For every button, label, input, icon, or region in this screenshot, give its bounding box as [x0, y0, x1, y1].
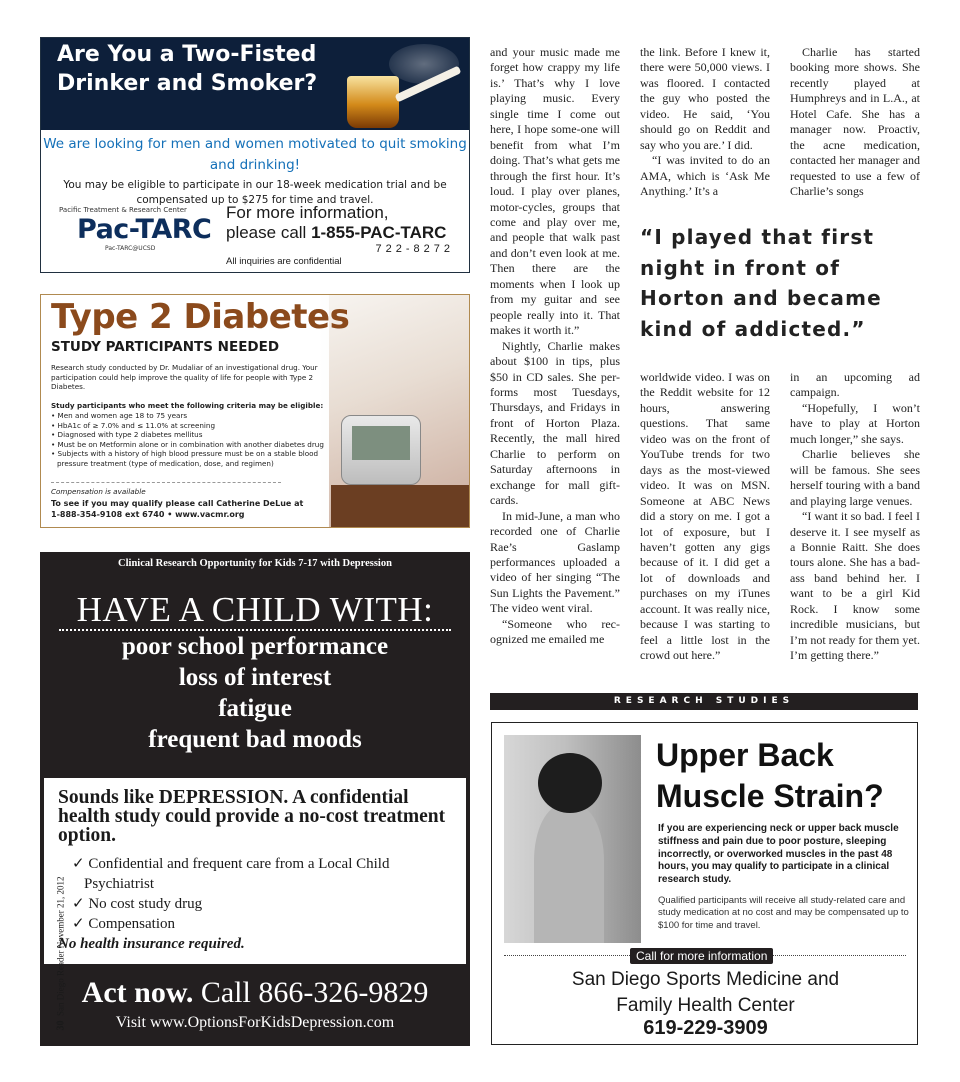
check-icon: ✓	[72, 916, 85, 932]
article-column-3-bottom	[790, 370, 920, 664]
ad-tagline: We are looking for men and women motivated to quit smoking and drinking!	[43, 136, 467, 173]
table-photo	[331, 485, 470, 528]
article-paragraph: In mid-June, a man who recorded one of Charlie Rae’s Gaslamp performances uploaded a video of her singing “The Sun Lights the Pavement.” The video went viral.	[490, 508, 620, 616]
page-number: 30	[55, 1020, 67, 1031]
ad-headline: Upper Back Muscle Strain?	[656, 737, 884, 814]
ad-headline: HAVE A CHILD WITH:	[76, 590, 434, 629]
info-confidential: All inquiries are confidential	[226, 256, 342, 267]
logo-sub-text: Pac-TARC@UCSD	[105, 245, 156, 252]
info-phone: 1-855-PAC-TARC	[311, 223, 447, 242]
article-paragraph: “Someone who rec-ognized me emailed me	[490, 616, 620, 647]
list-item: • Must be on Metformin alone or in combination with another diabetes drug	[51, 439, 324, 449]
list-item: • Diagnosed with type 2 diabetes mellitus	[51, 430, 203, 440]
compensation-text: Compensation is available	[51, 487, 146, 496]
ad-drinker-smoker	[40, 37, 470, 273]
website-link[interactable]: Visit www.OptionsForKidsDepression.com	[115, 1014, 395, 1031]
article-paragraph: and your music made me forget how crappy my life is.’ That’s why I love playing music. Every single time I come out here, I hope some-one will benefit from what I’m doing. That’s what gets me through the first hour. It’s loud. I play over planes, motor-cycles, groups that come and play over me, and people that walk past and don’t even look at me. Then there are the moments when I look up from my guitar and see people really into it. That makes it worth it.”	[490, 45, 620, 338]
list-item: • Men and women age 18 to 75 years	[51, 411, 188, 420]
checklist-item: ✓ Compensation	[72, 916, 175, 932]
article-paragraph: the link. Before I knew it, there were 50,000 views. I was floored. I contacted the guy who posted the video. He said, ‘You should go on Reddit and say who you are.’ I did.	[640, 45, 770, 152]
symptom-item: loss of interest	[178, 664, 332, 691]
list-item: • Subjects with a history of high blood pressure must be on a stable blood pressure treatment (type of medication, dose, and regimen)	[51, 449, 319, 468]
hair-shape	[538, 753, 602, 813]
criteria-list	[51, 411, 341, 469]
info-box	[44, 778, 466, 964]
ad-header-banner	[41, 38, 469, 130]
info-phone-line	[226, 223, 466, 243]
box-heading: Sounds like DEPRESSION. A confidential health study could provide a no-cost treatment option.	[58, 787, 446, 846]
call-label: Call for more information	[630, 948, 773, 964]
article-column-1	[490, 45, 620, 648]
ad-type2-diabetes	[40, 294, 470, 528]
center-phone[interactable]: 619-229-3909	[643, 1017, 768, 1039]
ad-header: Clinical Research Opportunity for Kids 7-17 with Depression	[118, 558, 392, 569]
ad-body-bold: If you are experiencing neck or upper back muscle stiffness and pain due to poor posture, sleeping incorrectly, or overworked muscles in the past 48 hours, you may qualify to participate in a clinical research study.	[658, 823, 899, 886]
ad-headline: Type 2 Diabetes	[51, 297, 350, 337]
article-paragraph: Nightly, Charlie makes about $100 in tips, plus $50 in CD sales. She per-forms most Tuesdays, Thursdays, and Fridays in front of Horton Plaza. Recently, the mall hired Charlie to perform on Saturday afternoons in exchange for mall gift-cards.	[490, 338, 620, 508]
ad-intro: Research study conducted by Dr. Mudaliar of an investigational drug. Your participation could help improve the quality of life for people with Type 2 Diabetes.	[51, 363, 318, 392]
center-name: San Diego Sports Medicine and Family Health Center	[571, 969, 840, 1016]
no-insurance-text: No health insurance required.	[58, 936, 245, 952]
article-paragraph: “I want it so bad. I feel I deserve it. I see myself as a Bonnie Raitt. She does tours alone. She has a bad-ass band behind her. I want to be a girl Kid Rock. I know some incredible musicians, but I’m not ready for them yet. I’m getting there.”	[790, 509, 920, 663]
check-icon: ✓	[72, 856, 85, 872]
article-column-2-bottom	[640, 370, 770, 664]
checklist-item: ✓ No cost study drug	[72, 896, 203, 912]
ad-subheadline: STUDY PARTICIPANTS NEEDED	[51, 339, 280, 355]
logo-name: Pac-TARC	[77, 214, 212, 245]
ad-contact-info	[226, 203, 466, 267]
checklist-item: ✓ Confidential and frequent care from a Local Child Psychiatrist	[72, 856, 390, 892]
article-paragraph: Charlie believes she will be famous. She sees herself touring with a band and playing large venues.	[790, 447, 920, 508]
meter-screen	[352, 426, 410, 460]
neck-pain-photo	[504, 735, 641, 943]
article-paragraph: “Hopefully, I won’t have to play at Horton much longer,” she says.	[790, 400, 920, 446]
page-spine	[55, 876, 67, 1031]
article-paragraph: in an upcoming ad campaign.	[790, 370, 920, 400]
info-prefix: please call	[226, 223, 312, 242]
info-digits: 722-8272	[375, 243, 454, 255]
article-column-2-top	[640, 45, 770, 200]
glucose-meter-image	[341, 415, 421, 485]
publication-line: San Diego Reader November 21, 2012	[55, 876, 66, 1016]
ad-headline: Are You a Two-Fisted Drinker and Smoker?	[57, 42, 318, 96]
criteria-heading: Study participants who meet the following criteria may be eligible:	[51, 401, 324, 410]
pull-quote: “I played that first night in front of Horton and became kind of addicted.”	[640, 225, 882, 341]
whiskey-glass-image	[347, 76, 399, 128]
pac-tarc-logo	[59, 206, 229, 252]
shoulders-shape	[534, 805, 604, 943]
ad-eligibility: You may be eligible to participate in our 18-week medication trial and be compensated up to $275 for time and travel.	[63, 179, 447, 206]
list-item: • HbA1c of ≥ 7.0% and ≤ 11.0% at screening	[51, 420, 216, 430]
call-to-action: Act now. Call 866-326-9829	[81, 976, 429, 1009]
info-line: For more information,	[226, 203, 389, 222]
contact-phone: 1-888-354-9108 ext 6740 • www.vacmr.org	[51, 510, 245, 519]
contact-line: To see if you may qualify please call Catherine DeLue at	[51, 499, 304, 508]
article-column-3-top	[790, 45, 920, 200]
ad-upper-back	[491, 722, 918, 1045]
symptom-item: poor school performance	[121, 633, 389, 660]
logo-small-text: Pacific Treatment & Research Center	[59, 206, 187, 214]
ad-body: Qualified participants will receive all study-related care and study medication at no cost and may be compensated up to $100 for time and travel.	[658, 895, 909, 931]
symptom-item: frequent bad moods	[148, 726, 362, 753]
symptom-item: fatigue	[218, 695, 292, 722]
article-paragraph: “I was invited to do an AMA, which is ‘Ask Me Anything.’ It’s a	[640, 153, 770, 199]
article-paragraph: Charlie has started booking more shows. She recently played at Humphreys and in L.A., at Hotel Cafe. She has a manager now. Proactiv, the acne medication, contacted her manager and requested to use a few of Charlie’s songs	[790, 45, 920, 199]
check-icon: ✓	[72, 896, 85, 912]
section-label: RESEARCH STUDIES	[490, 693, 918, 710]
ad-child-depression	[40, 552, 470, 1046]
article-paragraph: worldwide video. I was on the Reddit website for 12 hours, answering questions. That same video was on the front of YouTube trends for two days as the most-viewed video. It was on MSN. Someone at ABC News did a story on me. I got a lot of exposure, but I haven’t gotten any gigs because of it. I did get a lot of downloads and purchases on my iTunes account. It was really nice, because I was starting to feel a little lost in the crowd out here.”	[640, 370, 770, 663]
